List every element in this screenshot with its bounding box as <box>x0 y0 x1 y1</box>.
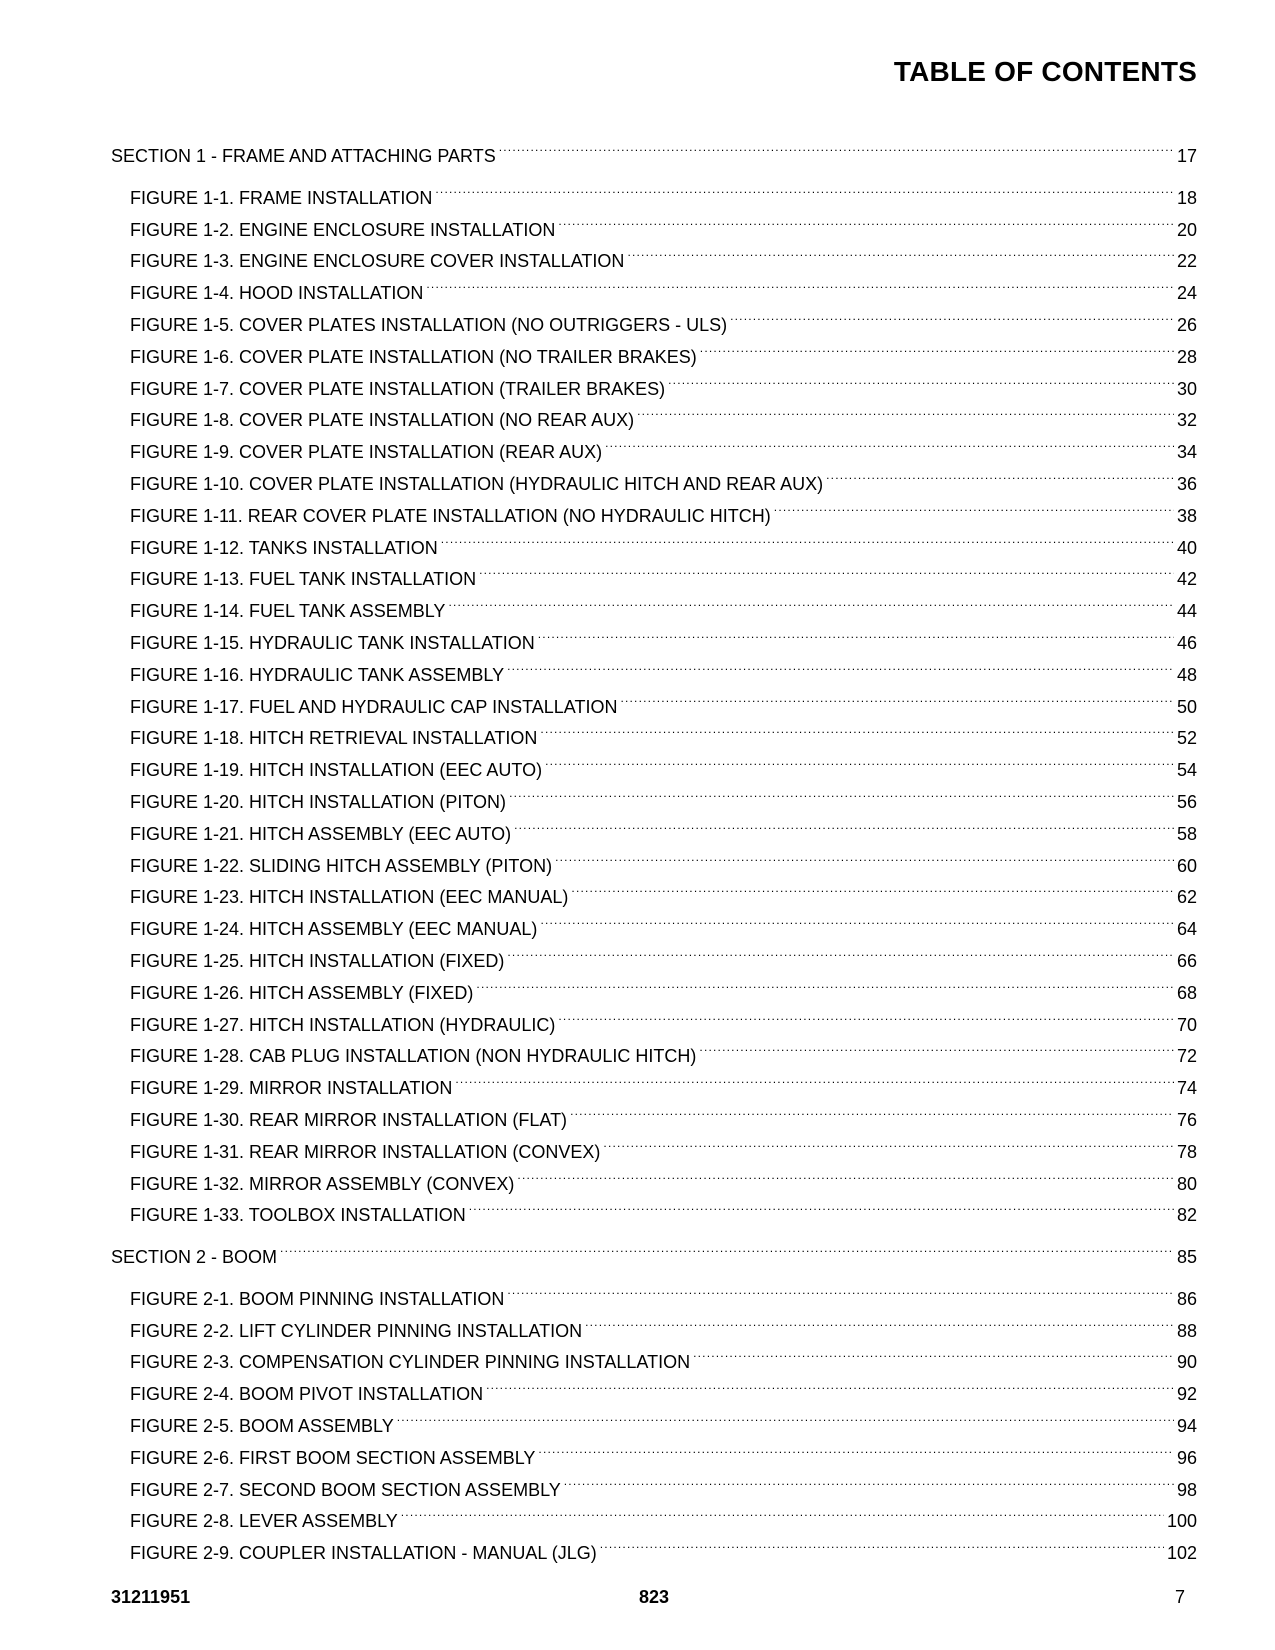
toc-dot-leader <box>774 490 1174 522</box>
toc-entry-label: FIGURE 1-21. HITCH ASSEMBLY (EEC AUTO) <box>130 823 512 844</box>
toc-entry-label: FIGURE 1-10. COVER PLATE INSTALLATION (HYDRAULIC HITCH AND REAR AUX) <box>130 473 824 494</box>
toc-entry-page: 85 <box>1176 1247 1197 1268</box>
toc-dot-leader <box>603 1126 1174 1158</box>
toc-entry-label: FIGURE 1-24. HITCH ASSEMBLY (EEC MANUAL) <box>130 919 538 940</box>
toc-dot-leader <box>605 426 1174 458</box>
toc-entry-page: 34 <box>1176 442 1197 463</box>
toc-entry-label: FIGURE 1-2. ENGINE ENCLOSURE INSTALLATION <box>130 219 556 240</box>
toc-entry-label: FIGURE 1-32. MIRROR ASSEMBLY (CONVEX) <box>130 1173 515 1194</box>
toc-dot-leader <box>507 1273 1174 1305</box>
toc-entry-label: FIGURE 2-2. LIFT CYLINDER PINNING INSTALLATION <box>130 1320 583 1341</box>
toc-entry-page: 20 <box>1176 219 1197 240</box>
toc-entry-label: FIGURE 1-31. REAR MIRROR INSTALLATION (CONVEX) <box>130 1141 601 1162</box>
toc-entry-label: FIGURE 2-6. FIRST BOOM SECTION ASSEMBLY <box>130 1447 536 1468</box>
toc-entry-page: 88 <box>1176 1320 1197 1341</box>
toc-entry-label: FIGURE 1-29. MIRROR INSTALLATION <box>130 1078 453 1099</box>
toc-entry-page: 17 <box>1176 146 1197 166</box>
toc-entry-label: FIGURE 1-16. HYDRAULIC TANK ASSEMBLY <box>130 664 505 685</box>
toc-dot-leader <box>469 1189 1174 1221</box>
toc-entry-page: 82 <box>1176 1205 1197 1226</box>
table-of-contents <box>111 130 1197 1564</box>
toc-entry-label: FIGURE 1-11. REAR COVER PLATE INSTALLATION (NO HYDRAULIC HITCH) <box>130 505 771 526</box>
toc-dot-leader <box>538 1432 1174 1464</box>
toc-entry-page: 40 <box>1176 537 1197 558</box>
toc-entry-page: 72 <box>1176 1046 1197 1067</box>
toc-dot-leader <box>826 458 1174 490</box>
toc-entry-page: 98 <box>1176 1479 1197 1500</box>
toc-entry-page: 56 <box>1176 791 1197 812</box>
toc-dot-leader <box>627 235 1174 267</box>
toc-dot-leader <box>479 553 1174 585</box>
toc-entry-label: FIGURE 1-17. FUEL AND HYDRAULIC CAP INSTALLATION <box>130 696 618 717</box>
toc-entry-page: 30 <box>1176 378 1197 399</box>
toc-entry-page: 92 <box>1176 1384 1197 1405</box>
toc-entry-label: FIGURE 2-1. BOOM PINNING INSTALLATION <box>130 1288 505 1309</box>
toc-entry-page: 28 <box>1176 346 1197 367</box>
toc-dot-leader <box>540 712 1174 744</box>
toc-entry-page: 22 <box>1176 251 1197 272</box>
toc-entry-label: FIGURE 1-8. COVER PLATE INSTALLATION (NO REAR AUX) <box>130 410 635 431</box>
toc-entry-page: 18 <box>1176 187 1197 208</box>
toc-entry-page: 94 <box>1176 1416 1197 1437</box>
toc-entry-page: 32 <box>1176 410 1197 431</box>
toc-entry-label: FIGURE 1-33. TOOLBOX INSTALLATION <box>130 1205 466 1226</box>
toc-entry-page: 76 <box>1176 1109 1197 1130</box>
toc-entry-page: 50 <box>1176 696 1197 717</box>
toc-dot-leader <box>426 267 1174 299</box>
toc-dot-leader <box>555 840 1174 872</box>
toc-entry-label: FIGURE 1-14. FUEL TANK ASSEMBLY <box>130 601 446 622</box>
toc-entry-page: 48 <box>1176 664 1197 685</box>
toc-section-entry[interactable] <box>111 130 1197 166</box>
toc-entry-page: 100 <box>1166 1511 1197 1532</box>
toc-entry-label: FIGURE 1-18. HITCH RETRIEVAL INSTALLATION <box>130 728 538 749</box>
toc-dot-leader <box>280 1231 1174 1263</box>
toc-dot-leader <box>507 935 1174 967</box>
toc-dot-leader <box>517 1158 1174 1190</box>
toc-entry-label: FIGURE 1-19. HITCH INSTALLATION (EEC AUTO) <box>130 760 543 781</box>
toc-dot-leader <box>585 1305 1174 1337</box>
toc-entry-page: 24 <box>1176 283 1197 304</box>
toc-dot-leader <box>558 204 1174 236</box>
toc-entry-label: SECTION 1 - FRAME AND ATTACHING PARTS <box>111 146 496 166</box>
toc-dot-leader <box>455 1062 1174 1094</box>
toc-entry-page: 58 <box>1176 823 1197 844</box>
toc-entry-page: 26 <box>1176 314 1197 335</box>
toc-entry-page: 42 <box>1176 569 1197 590</box>
toc-dot-leader <box>730 299 1174 331</box>
toc-entry-label: FIGURE 1-6. COVER PLATE INSTALLATION (NO TRAILER BRAKES) <box>130 346 697 367</box>
toc-entry-page: 74 <box>1176 1078 1197 1099</box>
toc-entry-page: 52 <box>1176 728 1197 749</box>
toc-entry-label: SECTION 2 - BOOM <box>111 1247 278 1268</box>
toc-entry-label: FIGURE 1-22. SLIDING HITCH ASSEMBLY (PITON) <box>130 855 553 876</box>
toc-dot-leader <box>693 1336 1174 1368</box>
toc-dot-leader <box>476 967 1174 999</box>
toc-entry-page: 96 <box>1176 1447 1197 1468</box>
footer-document-number: 31211951 <box>111 1587 191 1607</box>
footer-page-number: 7 <box>1174 1587 1185 1607</box>
toc-entry-page: 90 <box>1176 1352 1197 1373</box>
toc-dot-leader <box>637 394 1174 426</box>
toc-entry-label: FIGURE 1-7. COVER PLATE INSTALLATION (TRAILER BRAKES) <box>130 378 666 399</box>
toc-entry-page: 86 <box>1176 1288 1197 1309</box>
toc-dot-leader <box>441 522 1174 554</box>
toc-entry-page: 60 <box>1176 855 1197 876</box>
toc-dot-leader <box>538 617 1174 649</box>
toc-dot-leader <box>507 649 1174 681</box>
toc-entry-label: FIGURE 2-8. LEVER ASSEMBLY <box>130 1511 398 1532</box>
toc-dot-leader <box>620 681 1174 713</box>
toc-dot-leader <box>558 999 1174 1031</box>
toc-entry-page: 64 <box>1176 919 1197 940</box>
toc-entry-label: FIGURE 2-5. BOOM ASSEMBLY <box>130 1416 394 1437</box>
toc-dot-leader <box>700 331 1174 363</box>
toc-entry-page: 62 <box>1176 887 1197 908</box>
toc-entry-label: FIGURE 1-12. TANKS INSTALLATION <box>130 537 438 558</box>
toc-entry-page: 78 <box>1176 1141 1197 1162</box>
toc-dot-leader <box>401 1495 1164 1527</box>
toc-entry-page: 44 <box>1176 601 1197 622</box>
toc-figure-entry[interactable] <box>111 1273 1197 1309</box>
toc-entry-label: FIGURE 2-3. COMPENSATION CYLINDER PINNING INSTALLATION <box>130 1352 691 1373</box>
toc-dot-leader <box>514 808 1174 840</box>
toc-dot-leader <box>545 744 1174 776</box>
toc-entry-page: 68 <box>1176 982 1197 1003</box>
toc-entry-label: FIGURE 1-28. CAB PLUG INSTALLATION (NON HYDRAULIC HITCH) <box>130 1046 697 1067</box>
toc-dot-leader <box>600 1527 1164 1559</box>
toc-entry-label: FIGURE 1-30. REAR MIRROR INSTALLATION (FLAT) <box>130 1109 568 1130</box>
toc-dot-leader <box>435 172 1174 204</box>
toc-section-entry[interactable] <box>111 1231 1197 1268</box>
toc-entry-label: FIGURE 1-23. HITCH INSTALLATION (EEC MANUAL) <box>130 887 569 908</box>
toc-entry-label: FIGURE 2-7. SECOND BOOM SECTION ASSEMBLY <box>130 1479 561 1500</box>
toc-dot-leader <box>448 585 1174 617</box>
toc-entry-label: FIGURE 1-5. COVER PLATES INSTALLATION (NO OUTRIGGERS - ULS) <box>130 314 728 335</box>
toc-dot-leader <box>486 1368 1174 1400</box>
toc-entry-label: FIGURE 1-13. FUEL TANK INSTALLATION <box>130 569 477 590</box>
toc-dot-leader <box>564 1464 1174 1496</box>
toc-dot-leader <box>499 130 1174 162</box>
toc-entry-page: 46 <box>1176 632 1197 653</box>
toc-dot-leader <box>540 903 1174 935</box>
toc-entry-page: 54 <box>1176 760 1197 781</box>
toc-entry-label: FIGURE 1-4. HOOD INSTALLATION <box>130 283 424 304</box>
toc-figure-entry[interactable] <box>111 172 1197 208</box>
toc-entry-label: FIGURE 1-20. HITCH INSTALLATION (PITON) <box>130 791 507 812</box>
toc-entry-label: FIGURE 1-25. HITCH INSTALLATION (FIXED) <box>130 950 505 971</box>
toc-entry-page: 36 <box>1176 473 1197 494</box>
toc-entry-page: 66 <box>1176 950 1197 971</box>
toc-entry-label: FIGURE 1-26. HITCH ASSEMBLY (FIXED) <box>130 982 474 1003</box>
toc-entry-label: FIGURE 1-3. ENGINE ENCLOSURE COVER INSTALLATION <box>130 251 625 272</box>
toc-entry-label: FIGURE 1-1. FRAME INSTALLATION <box>130 187 433 208</box>
toc-entry-label: FIGURE 1-27. HITCH INSTALLATION (HYDRAULIC) <box>130 1014 556 1035</box>
page-title: TABLE OF CONTENTS <box>893 56 1197 87</box>
page-footer <box>111 1587 1197 1611</box>
toc-dot-leader <box>571 871 1174 903</box>
toc-dot-leader <box>699 1030 1174 1062</box>
footer-center-number: 823 <box>638 1587 670 1607</box>
toc-entry-page: 80 <box>1176 1173 1197 1194</box>
toc-entry-page: 70 <box>1176 1014 1197 1035</box>
toc-entry-label: FIGURE 1-9. COVER PLATE INSTALLATION (REAR AUX) <box>130 442 603 463</box>
toc-entry-label: FIGURE 2-4. BOOM PIVOT INSTALLATION <box>130 1384 484 1405</box>
toc-entry-page: 38 <box>1176 505 1197 526</box>
toc-dot-leader <box>668 363 1174 395</box>
toc-dot-leader <box>509 776 1174 808</box>
toc-entry-page: 102 <box>1166 1543 1197 1564</box>
toc-entry-label: FIGURE 2-9. COUPLER INSTALLATION - MANUAL (JLG) <box>130 1543 597 1564</box>
toc-dot-leader <box>397 1400 1174 1432</box>
toc-dot-leader <box>570 1094 1174 1126</box>
toc-entry-label: FIGURE 1-15. HYDRAULIC TANK INSTALLATION <box>130 632 535 653</box>
